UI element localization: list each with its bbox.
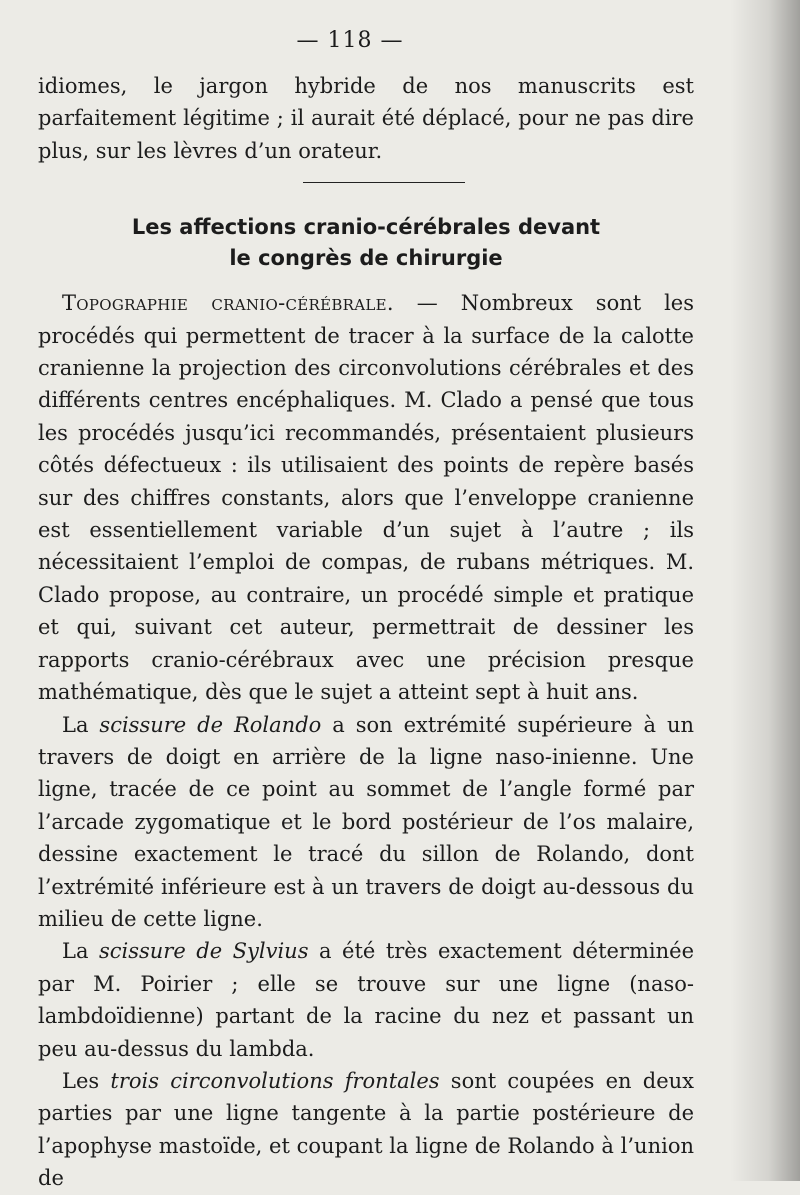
paragraph-sylvius: [38, 935, 694, 1065]
italic-term: scissure de Rolando: [99, 712, 322, 737]
page-number: — 118 —: [296, 28, 404, 53]
section-title-line-1: Les affections cranio-cérébrales devant: [131, 215, 601, 240]
paragraph-rolando: [38, 709, 694, 936]
paragraph-text-after: a été très exactement déterminée par M. Poirier ; elle se trouve sur une ligne (naso-lambdoïdienne) partant de la racine du nez et passant un peu au-dessus du lambda.: [38, 939, 695, 1061]
section-title-line-2: le congrès de chirurgie: [229, 246, 503, 271]
section-title: [38, 212, 694, 274]
paragraph-text-after: sont coupées en deux parties par une ligne tangente à la partie postérieure de l’apophyse mastoïde, et coupant la ligne de Rolando à l’union de: [38, 1068, 695, 1191]
page-body: [38, 70, 694, 1195]
paragraph-topography: [38, 287, 694, 708]
paragraph-text-before: La: [62, 712, 100, 737]
paragraph-text-before: La: [62, 939, 99, 964]
italic-term: scissure de Sylvius: [98, 939, 309, 964]
italic-term: trois circonvolutions frontales: [110, 1068, 440, 1093]
paragraph-lead-heading: Topographie cranio-cérébrale.: [62, 291, 394, 316]
paragraph-frontal: [38, 1065, 694, 1195]
paragraph-text: — Nombreux sont les procédés qui permettent de tracer à la surface de la calotte cranienne la projection des circonvolutions cérébrales et des différents centres encéphaliques. M. Clado a pensé que tous les procédés jusqu’ici recommandés, présentaient plusieurs côtés défectueux : ils utilisaient des points de repère basés sur des chiffres constants, alors que l’enveloppe cranienne est essentiellement variable d’un sujet à l’autre ; ils nécessitaient l’emploi de compas, de rubans métriques. M. Clado propose, au contraire, un procédé simple et pratique et qui, suivant cet auteur, permettrait de dessiner les rapports cranio-cérébraux avec une précision presque mathématique, dès que le sujet a atteint sept à huit ans.: [38, 291, 694, 705]
section-divider: [303, 182, 465, 183]
paragraph-text-before: Les: [62, 1068, 111, 1093]
page-edge-shadow: [730, 0, 800, 1181]
paragraph-text-after: a son extrémité supérieure à un travers de doigt en arrière de la ligne naso-inienne. Une ligne, tracée de ce point au sommet de l’angle formé par l’arcade zygomatique et le bord postérieur de l’os malaire, dessine exactement le tracé du sillon de Rolando, dont l’extrémité inférieure est à un travers de doigt au-dessous du milieu de cette ligne.: [38, 712, 695, 931]
intro-paragraph: idiomes, le jargon hybride de nos manuscrits est parfaitement légitime ; il aurait été déplacé, pour ne pas dire plus, sur les lèvres d’un orateur.: [38, 74, 694, 163]
